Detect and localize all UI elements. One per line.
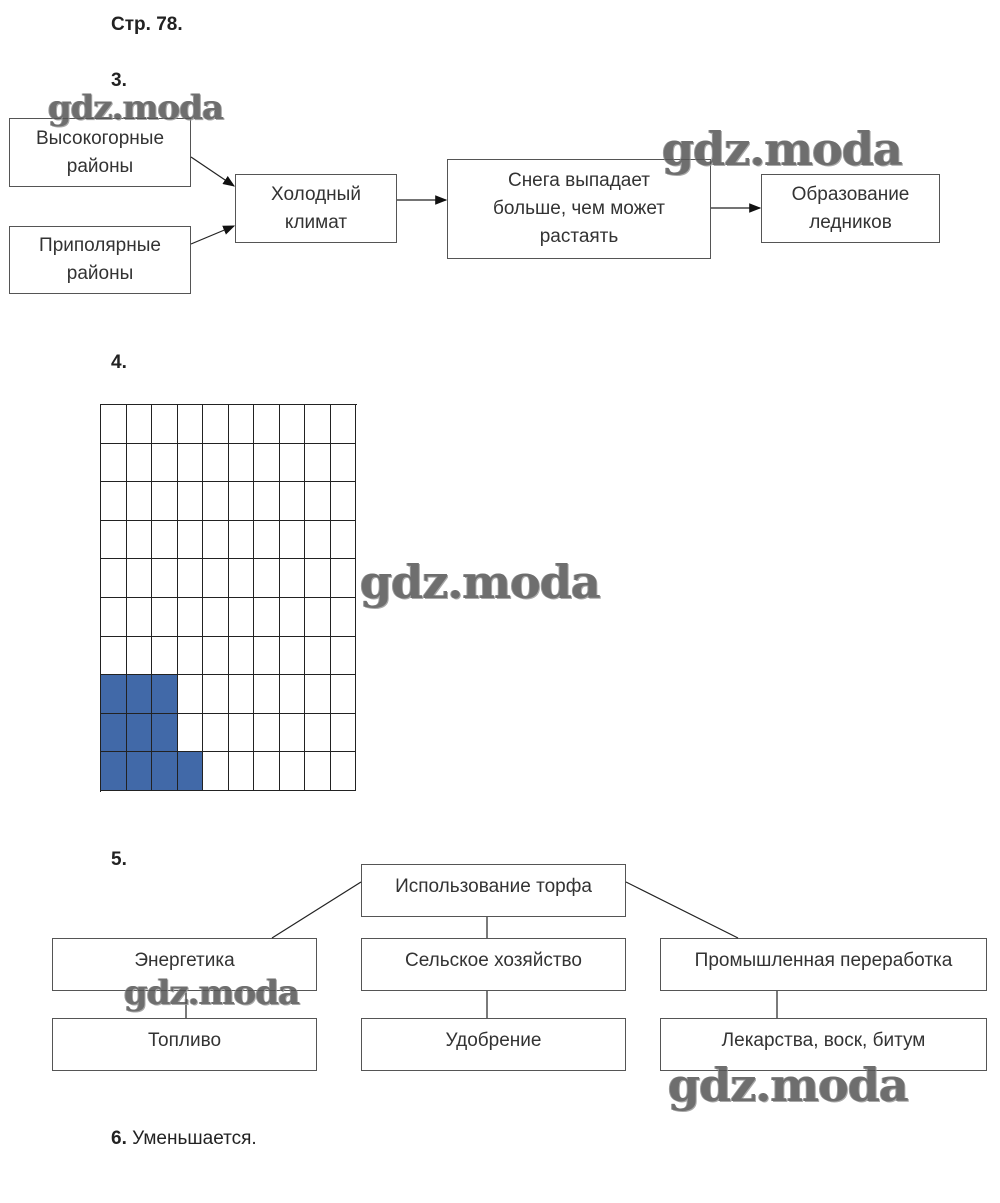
- watermark-2: gdz.moda: [662, 122, 902, 176]
- node-cold-line-2: климат: [284, 211, 348, 233]
- leaf-medicine-wax-bitumen: Лекарства, воск, битум: [660, 1018, 987, 1071]
- branch-energy: Энергетика: [52, 938, 317, 991]
- branch-industry: Промышленная переработка: [660, 938, 987, 991]
- task-6-answer: Уменьшается.: [132, 1128, 257, 1149]
- arrow-polar-to-cold: [191, 226, 234, 244]
- branch-agriculture: Сельское хозяйство: [361, 938, 626, 991]
- task-6: [111, 1128, 257, 1150]
- node-snow-line-2: больше, чем может: [493, 198, 665, 219]
- node-highland-line-2: районы: [66, 155, 134, 177]
- leaf-fuel: Топливо: [52, 1018, 317, 1071]
- watermark-3: gdz.moda: [360, 555, 600, 609]
- task-6-number: 6.: [111, 1128, 127, 1149]
- node-cold-line-1: Холодный: [271, 183, 361, 205]
- node-highland-line-1: Высокогорные: [35, 127, 165, 149]
- node-glacier-line-1: Образование: [791, 183, 910, 205]
- node-glacier-line-2: ледников: [809, 211, 892, 233]
- arrow-highland-to-cold: [191, 157, 234, 186]
- page-label: Стр. 78.: [111, 14, 183, 35]
- node-snow-line-3: растаять: [539, 226, 619, 247]
- task-3-number: 3.: [111, 70, 127, 91]
- node-polar-line-1: Приполярные: [39, 235, 161, 256]
- task-4-number: 4.: [111, 352, 127, 373]
- line-root-to-energy: [272, 882, 361, 938]
- line-root-to-industry: [626, 882, 738, 938]
- leaf-fertilizer: Удобрение: [361, 1018, 626, 1071]
- watermark-4: gdz.moda: [124, 973, 300, 1013]
- node-snow-line-1: Снега выпадает: [507, 170, 651, 191]
- peat-usage-root: Использование торфа: [361, 864, 626, 917]
- watermark-5: gdz.moda: [668, 1058, 908, 1112]
- watermark-1: gdz.moda: [48, 88, 224, 128]
- task-5-number: 5.: [111, 849, 127, 870]
- node-polar-line-2: районы: [66, 263, 134, 284]
